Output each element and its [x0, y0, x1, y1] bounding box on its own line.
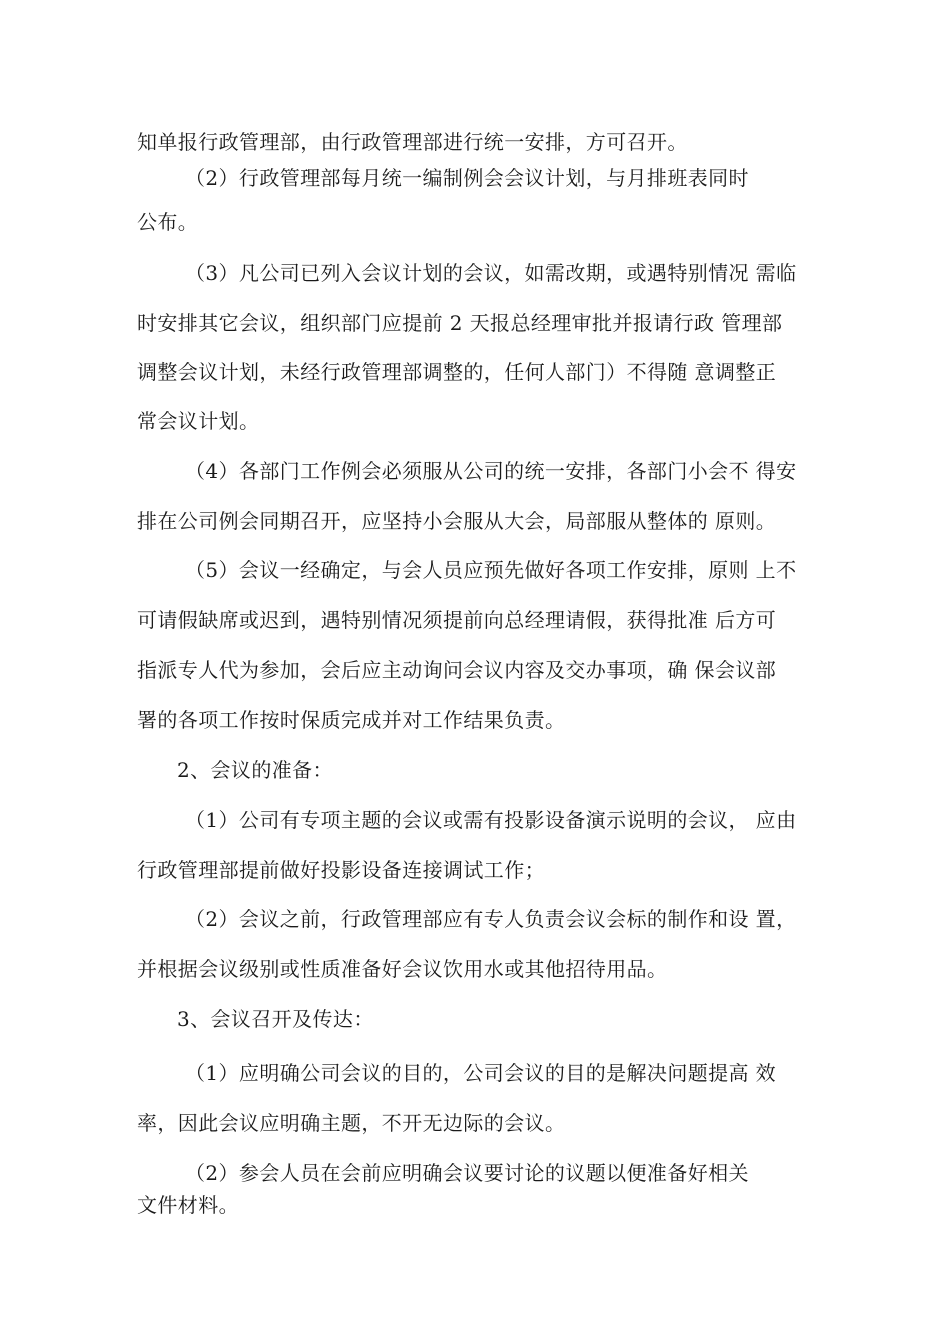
section-heading: 3、会议召开及传达：	[177, 1007, 374, 1031]
text-line: （5）会议一经确定，与会人员应预先做好各项工作安排，原则 上不	[185, 558, 797, 582]
text-line: 常会议计划。	[137, 409, 260, 433]
text-line: 署的各项工作按时保质完成并对工作结果负责。	[137, 708, 566, 732]
text-line: 行政管理部提前做好投影设备连接调试工作；	[137, 858, 545, 882]
text-line: （4）各部门工作例会必须服从公司的统一安排，各部门小会不 得安	[185, 459, 797, 483]
text-line: 排在公司例会同期召开，应坚持小会服从大会，局部服从整体的 原则。	[137, 509, 777, 533]
text-line: 可请假缺席或迟到，遇特别情况须提前向总经理请假，获得批准 后方可	[137, 608, 777, 632]
text-line: （3）凡公司已列入会议计划的会议，如需改期，或遇特别情况 需临	[185, 261, 797, 285]
text-line: （2）参会人员在会前应明确会议要讨论的议题以便准备好相关	[185, 1161, 749, 1185]
text-line: 率，因此会议应明确主题，不开无边际的会议。	[137, 1111, 566, 1135]
text-line: 指派专人代为参加，会后应主动询问会议内容及交办事项，确 保会议部	[137, 658, 777, 682]
section-heading: 2、会议的准备：	[177, 758, 333, 782]
text-line: 公布。	[137, 210, 199, 234]
text-line: 调整会议计划，未经行政管理部调整的，任何人部门）不得随 意调整正	[137, 360, 777, 384]
text-line: （2）会议之前，行政管理部应有专人负责会议会标的制作和设 置，	[185, 907, 797, 931]
text-line: 文件材料。	[137, 1193, 239, 1217]
text-line: 知单报行政管理部，由行政管理部进行统一安排，方可召开。	[137, 130, 688, 154]
text-line: （2）行政管理部每月统一编制例会会议计划，与月排班表同时	[185, 166, 749, 190]
text-line: 并根据会议级别或性质准备好会议饮用水或其他招待用品。	[137, 957, 668, 981]
text-line: （1）公司有专项主题的会议或需有投影设备演示说明的会议， 应由	[185, 808, 797, 832]
text-line: （1）应明确公司会议的目的，公司会议的目的是解决问题提高 效	[185, 1061, 777, 1085]
text-line: 时安排其它会议，组织部门应提前 2 天报总经理审批并报请行政 管理部	[137, 311, 783, 335]
